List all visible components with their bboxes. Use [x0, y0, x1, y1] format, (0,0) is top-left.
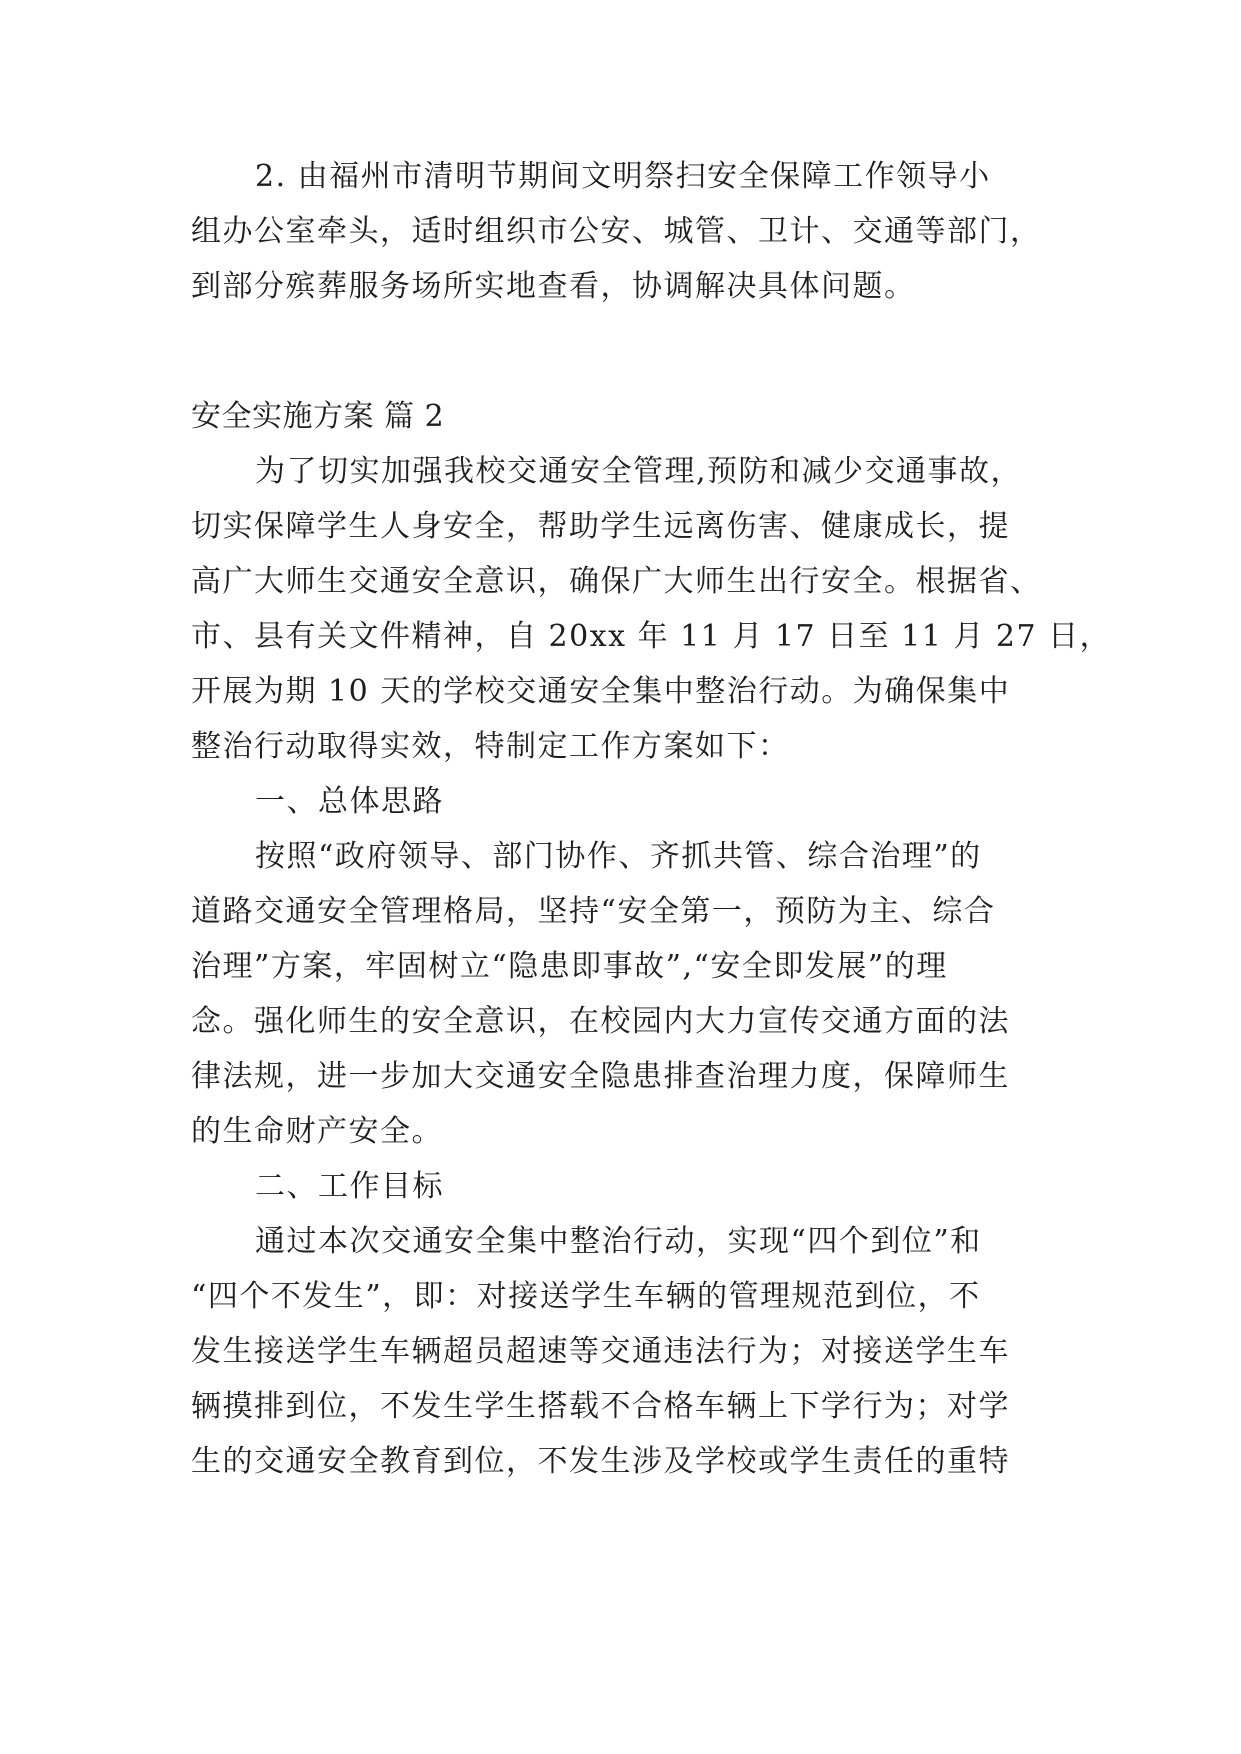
paragraph-line: 道路交通安全管理格局，坚持“安全第一，预防为主、综合	[191, 894, 996, 929]
subsection-heading: 一、总体思路	[255, 784, 444, 819]
paragraph-line: 组办公室牵头，适时组织市公安、城管、卫计、交通等部门，	[191, 214, 1042, 249]
paragraph-line: 念。强化师生的安全意识，在校园内大力宣传交通方面的法	[191, 1004, 1010, 1039]
paragraph-line: 整治行动取得实效，特制定工作方案如下：	[191, 729, 790, 764]
paragraph-line: 高广大师生交通安全意识，确保广大师生出行安全。根据省、	[191, 564, 1042, 599]
paragraph-line: 治理”方案，牢固树立“隐患即事故”,“安全即发展”的理	[191, 949, 948, 984]
paragraph-line: 律法规，进一步加大交通安全隐患排查治理力度，保障师生	[191, 1059, 1010, 1094]
paragraph-line: 的生命财产安全。	[191, 1114, 443, 1149]
subsection-heading: 二、工作目标	[255, 1169, 444, 1204]
section-heading: 安全实施方案 篇 2	[191, 399, 445, 434]
paragraph-line: 2. 由福州市清明节期间文明祭扫安全保障工作领导小	[255, 159, 991, 194]
paragraph-line: 发生接送学生车辆超员超速等交通违法行为；对接送学生车	[191, 1334, 1010, 1369]
paragraph-line: “四个不发生”，即：对接送学生车辆的管理规范到位，不	[191, 1279, 981, 1314]
paragraph-line: 辆摸排到位，不发生学生搭载不合格车辆上下学行为；对学	[191, 1389, 1010, 1424]
paragraph-line: 通过本次交通安全集中整治行动，实现“四个到位”和	[255, 1224, 982, 1259]
paragraph-line: 生的交通安全教育到位，不发生涉及学校或学生责任的重特	[191, 1444, 1010, 1479]
paragraph-line: 按照“政府领导、部门协作、齐抓共管、综合治理”的	[255, 839, 982, 874]
paragraph-line: 开展为期 10 天的学校交通安全集中整治行动。为确保集中	[191, 674, 1011, 709]
paragraph-line: 为了切实加强我校交通安全管理,预防和减少交通事故，	[255, 454, 1023, 489]
paragraph-line: 切实保障学生人身安全，帮助学生远离伤害、健康成长，提	[191, 509, 1010, 544]
paragraph-line: 到部分殡葬服务场所实地查看，协调解决具体问题。	[191, 269, 916, 304]
paragraph-line: 市、县有关文件精神，自 20xx 年 11 月 17 日至 11 月 27 日，	[191, 619, 1112, 654]
